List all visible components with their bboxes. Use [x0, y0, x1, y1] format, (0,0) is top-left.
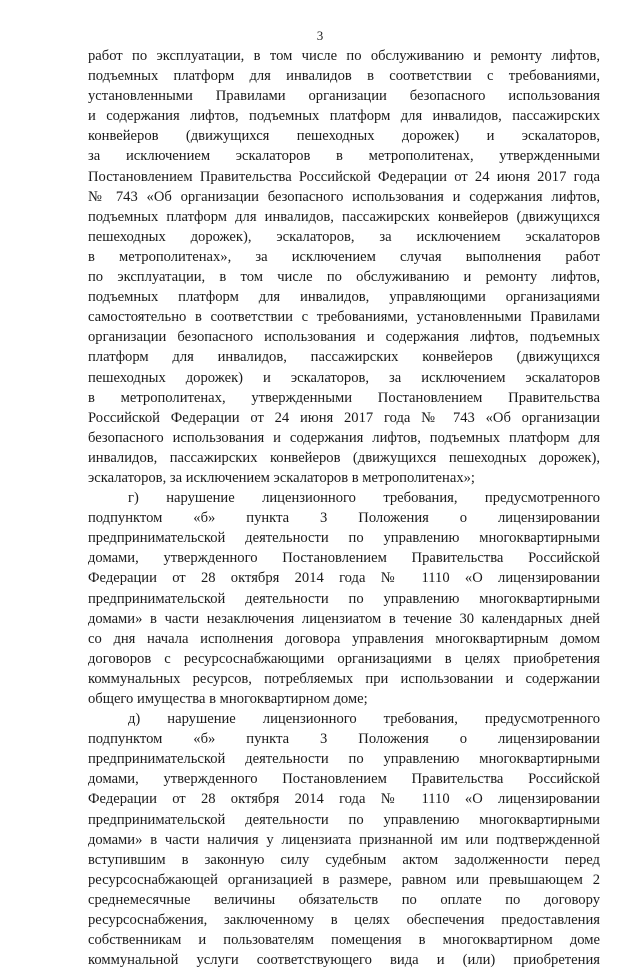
text-line: в метрополитенах, утвержденными Постановлением Правительства [88, 389, 600, 406]
text-line: подъемных платформ для инвалидов в соответствии с требованиями, [88, 68, 600, 85]
text-line: за исключением эскалаторов в метрополитенах, утвержденными [88, 148, 600, 165]
text-line: конвейеров (движущихся пешеходных дорожек) и эскалаторов, [88, 128, 600, 145]
text-line: коммунальных ресурсов, потребляемых при использовании и содержании [88, 670, 600, 687]
text-line: № 743 «Об организации безопасного использования и содержания лифтов, [88, 188, 600, 205]
text-line: д) нарушение лицензионного требования, предусмотренного [128, 711, 600, 728]
text-line: вступившим в законную силу судебным актом задолженности перед [88, 851, 600, 868]
text-line: Федерации от 28 октября 2014 года № 1110 «О лицензировании [88, 791, 600, 808]
text-line: инвалидов, пассажирских конвейеров (движущихся пешеходных дорожек), [88, 449, 600, 466]
text-line: безопасного использования и содержания лифтов, подъемных платформ для [88, 429, 600, 446]
text-line: предпринимательской деятельности по управлению многоквартирными [88, 751, 600, 768]
text-line: коммунальной услуги соответствующего вида и (или) приобретения [88, 952, 600, 969]
page-number: 3 [316, 28, 324, 43]
text-line: подпунктом «б» пункта 3 Положения о лицензировании [88, 510, 600, 527]
text-line: собственникам и пользователям помещения в многоквартирном доме [88, 932, 600, 949]
text-line: пешеходных дорожек) и эскалаторов, за исключением эскалаторов [88, 369, 600, 386]
text-line: эскалаторов, за исключением эскалаторов в метрополитенах»; [88, 469, 475, 486]
text-line: Постановлением Правительства Российской Федерации от 24 июня 2017 года [88, 168, 600, 185]
text-line: домами» в части наличия у лицензиата признанной им или подтвержденной [88, 831, 600, 848]
text-line: предпринимательской деятельности по управлению многоквартирными [88, 590, 600, 607]
text-line: домами, утвержденного Постановлением Правительства Российской [88, 550, 600, 567]
text-line: ресурсоснабжающей организацией в размере, равном или превышающем 2 [88, 871, 600, 888]
text-line: г) нарушение лицензионного требования, предусмотренного [128, 490, 600, 507]
text-line: в метрополитенах», за исключением случая выполнения работ [88, 248, 600, 265]
text-line: установленными Правилами организации безопасного использования [88, 88, 600, 105]
text-line: подъемных платформ для инвалидов, управляющими организациями [88, 289, 600, 306]
text-line: предпринимательской деятельности по управлению многоквартирными [88, 530, 600, 547]
text-line: Федерации от 28 октября 2014 года № 1110 «О лицензировании [88, 570, 600, 587]
text-line: среднемесячные величины обязательств по оплате по договору [88, 891, 600, 908]
text-line: платформ для инвалидов, пассажирских конвейеров (движущихся [88, 349, 600, 366]
text-line: по эксплуатации, в том числе по обслуживанию и ремонту лифтов, [88, 269, 600, 286]
paragraph-g [88, 488, 600, 709]
text-line: пешеходных дорожек), эскалаторов, за исключением эскалаторов [88, 228, 600, 245]
text-line: со дня начала исполнения договора управления многоквартирным домом [88, 630, 600, 647]
text-line: договоров с ресурсоснабжающими организациями в целях приобретения [88, 650, 600, 667]
paragraph-d [88, 709, 600, 970]
paragraph-continuation [88, 46, 600, 488]
text-line: подпунктом «б» пункта 3 Положения о лицензировании [88, 731, 600, 748]
text-line: организации безопасного использования и содержания лифтов, подъемных [88, 329, 600, 346]
text-line: работ по эксплуатации, в том числе по обслуживанию и ремонту лифтов, [88, 48, 600, 64]
text-line: домами» в части незаключения лицензиатом в течение 30 календарных дней [88, 610, 600, 627]
text-line: подъемных платформ для инвалидов, пассажирских конвейеров (движущихся [88, 208, 600, 225]
text-line: и содержания лифтов, подъемных платформ для инвалидов, пассажирских [88, 108, 600, 125]
text-line: самостоятельно в соответствии с требованиями, установленными Правилами [88, 309, 600, 326]
document-body [88, 46, 600, 970]
text-line: домами, утвержденного Постановлением Правительства Российской [88, 771, 600, 788]
text-line: предпринимательской деятельности по управлению многоквартирными [88, 811, 600, 828]
text-line: ресурсоснабжения, заключенному в целях обеспечения предоставления [88, 912, 600, 929]
text-line: общего имущества в многоквартирном доме; [88, 691, 368, 707]
text-line: Российской Федерации от 24 июня 2017 года № 743 «Об организации [88, 409, 600, 426]
